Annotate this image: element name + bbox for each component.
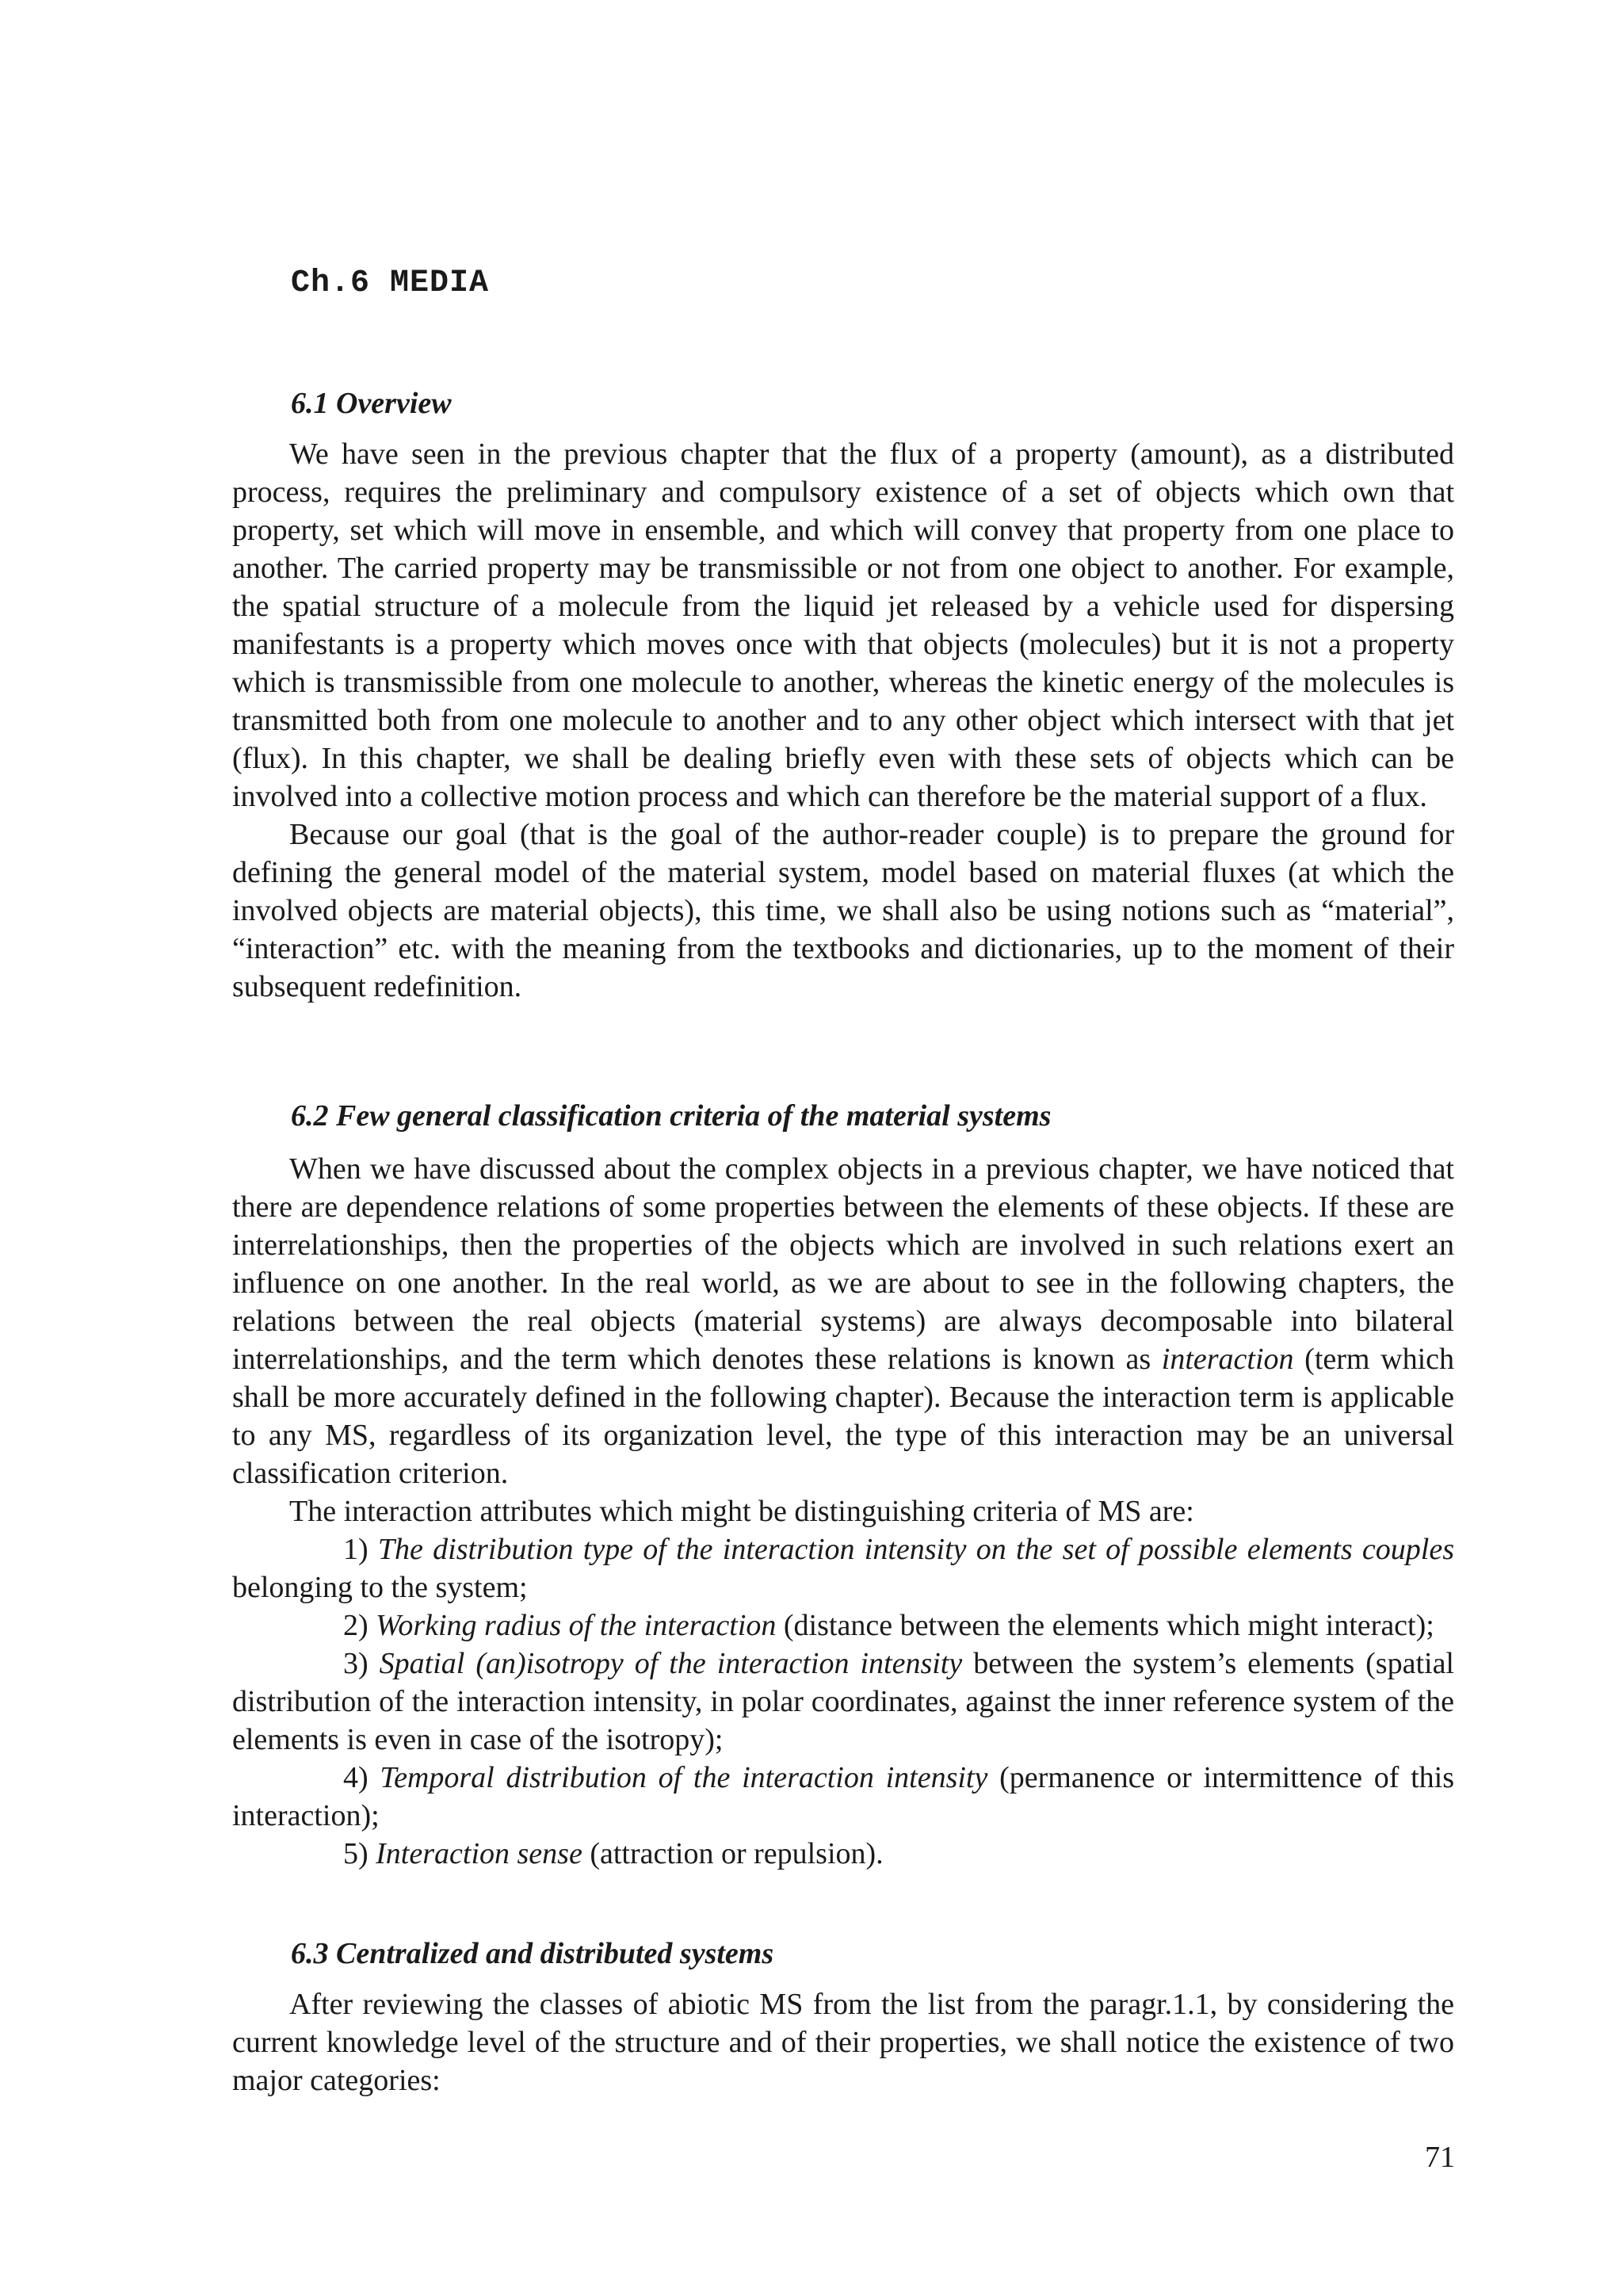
chapter-title: Ch.6 MEDIA	[291, 266, 490, 301]
list-item-text: (permanence or intermittence of this interaction);	[232, 1761, 1455, 1832]
paragraph-text: When we have discussed about the complex objects in a previous chapter, we have noticed that there are dependence relations of some properties between the elements of these objects. If these are interrelationships, then the properties of the objects which are involved in such relations exert an influence on one another. In the real world, as we are about to see in the following chapters, the relations between the real objects (material systems) are always decomposable into bilateral interrelationships, and the term which denotes these relations is known as	[232, 1152, 1454, 1376]
list-number: 4)	[343, 1761, 369, 1794]
page-number: 71	[1425, 2141, 1455, 2174]
section-6-1-body	[232, 435, 1454, 1006]
list-item-text: belonging to the system;	[232, 1571, 528, 1604]
list-item-text: between the system’s elements (spatial distribution of the interaction intensity, in polar coordinates, against the inner reference system of the elements is even in case of the isotropy);	[232, 1647, 1454, 1756]
term-emphasis: interaction	[1161, 1343, 1294, 1376]
list-number: 5)	[343, 1837, 369, 1870]
section-6-2-body	[232, 1150, 1454, 1873]
list-item-emphasis: Interaction sense	[376, 1837, 582, 1870]
section-6-3-body	[232, 1985, 1454, 2099]
criteria-list-item	[232, 1606, 1454, 1645]
criteria-list-item	[232, 1530, 1454, 1606]
section-heading-6-2: 6.2 Few general classification criteria of the material systems	[291, 1099, 1052, 1133]
criteria-list-item	[232, 1759, 1454, 1835]
list-item-text: (attraction or repulsion).	[582, 1837, 884, 1870]
list-item-emphasis: Spatial (an)isotropy of the interaction intensity	[379, 1647, 963, 1680]
criteria-list-item	[232, 1645, 1454, 1759]
paragraph: After reviewing the classes of abiotic MS from the list from the paragr.1.1, by considering the current knowledge level of the structure and of their properties, we shall notice the existence of two major categories:	[232, 1988, 1454, 2097]
list-number: 1)	[343, 1533, 369, 1566]
criteria-list-item	[232, 1835, 1454, 1873]
list-item-text: (distance between the elements which might interact);	[776, 1609, 1434, 1642]
list-item-emphasis: The distribution type of the interaction intensity on the set of possible elements couples	[377, 1533, 1454, 1566]
paragraph: The interaction attributes which might be distinguishing criteria of MS are:	[289, 1495, 1194, 1528]
paragraph: Because our goal (that is the goal of the author-reader couple) is to prepare the ground for defining the general model of the material system, model based on material fluxes (at which the involved objects are material objects), this time, we shall also be using notions such as “material”, “interaction” etc. with the meaning from the textbooks and dictionaries, up to the moment of their subsequent redefinition.	[232, 818, 1454, 1003]
section-heading-6-3: 6.3 Centralized and distributed systems	[291, 1937, 774, 1970]
list-number: 3)	[343, 1647, 369, 1680]
list-item-emphasis: Temporal distribution of the interaction intensity	[380, 1761, 988, 1794]
section-heading-6-1: 6.1 Overview	[291, 387, 452, 420]
paragraph	[232, 1150, 1454, 1492]
list-number: 2)	[343, 1609, 369, 1642]
paragraph-text: (term which shall be more accurately defined in the following chapter). Because the interaction term is applicable to any MS, regardless of its organization level, the type of this interaction may be an universal classification criterion.	[232, 1343, 1454, 1490]
paragraph: We have seen in the previous chapter that the flux of a property (amount), as a distributed process, requires the preliminary and compulsory existence of a set of objects which own that property, set which will move in ensemble, and which will convey that property from one place to another. The carried property may be transmissible or not from one object to another. For example, the spatial structure of a molecule from the liquid jet released by a vehicle used for dispersing manifestants is a property which moves once with that objects (molecules) but it is not a property which is transmissible from one molecule to another, whereas the kinetic energy of the molecules is transmitted both from one molecule to another and to any other object which intersect with that jet (flux). In this chapter, we shall be dealing briefly even with these sets of objects which can be involved into a collective motion process and which can therefore be the material support of a flux.	[232, 437, 1454, 813]
list-item-emphasis: Working radius of the interaction	[376, 1609, 777, 1642]
